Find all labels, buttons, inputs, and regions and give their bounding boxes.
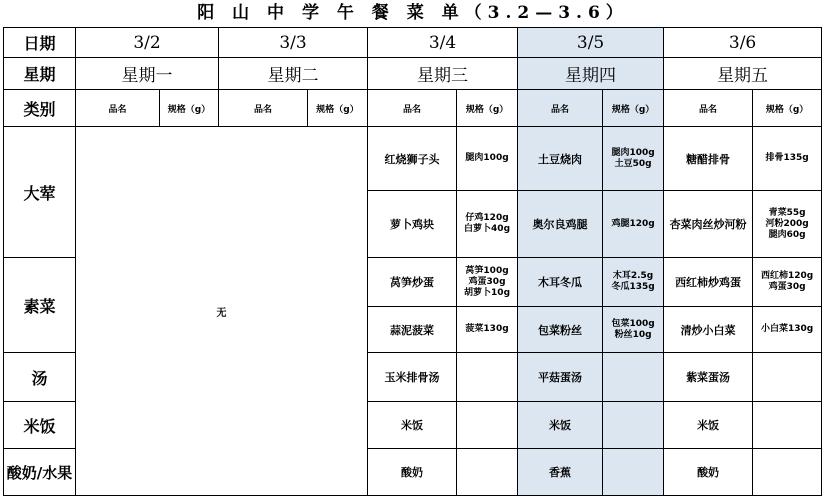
dish-name: 酸奶 — [664, 449, 753, 496]
dish-name: 玉米排骨汤 — [368, 353, 457, 402]
dish-name: 西红柿炒鸡蛋 — [664, 258, 753, 307]
dish-spec: 仔鸡120g 白萝卜40g — [457, 191, 518, 258]
date-row — [4, 28, 822, 58]
dish-name: 紫菜蛋汤 — [664, 353, 753, 402]
dish-spec: 西红柿120g 鸡蛋30g — [753, 258, 822, 307]
meat-row-1 — [4, 127, 822, 191]
spec-header: 规格（g） — [308, 90, 368, 127]
dish-spec: 包菜100g 粉丝10g — [603, 307, 664, 353]
dish-name: 红烧狮子头 — [368, 127, 457, 191]
dish-name: 萝卜鸡块 — [368, 191, 457, 258]
dish-name: 包菜粉丝 — [518, 307, 603, 353]
dish-spec: 莴笋100g 鸡蛋30g 胡萝卜10g — [457, 258, 518, 307]
dish-name: 杏菜肉丝炒河粉 — [664, 191, 753, 258]
weekday-row — [4, 58, 822, 90]
dish-name: 木耳冬瓜 — [518, 258, 603, 307]
dish-name: 米饭 — [368, 402, 457, 449]
dish-name: 土豆烧肉 — [518, 127, 603, 191]
empty-spec — [753, 449, 822, 496]
dish-name: 糖醋排骨 — [664, 127, 753, 191]
menu-title: 阳 山 中 学 午 餐 菜 单（3.2—3.6） — [197, 3, 629, 23]
dish-spec: 腿肉100g 土豆50g — [603, 127, 664, 191]
no-menu-cell: 无 — [76, 127, 368, 496]
name-header: 品名 — [368, 90, 457, 127]
soup-label: 汤 — [4, 353, 76, 402]
date-label: 日期 — [4, 28, 76, 58]
dish-name: 奥尔良鸡腿 — [518, 191, 603, 258]
date-cell: 3/5 — [518, 28, 664, 58]
date-cell: 3/3 — [219, 28, 368, 58]
weekday-cell: 星期四 — [518, 58, 664, 90]
lunch-menu-table — [3, 27, 822, 496]
spec-header: 规格（g） — [457, 90, 518, 127]
dish-spec: 木耳2.5g 冬瓜135g — [603, 258, 664, 307]
empty-spec — [457, 402, 518, 449]
spec-header: 规格（g） — [603, 90, 664, 127]
dish-name: 平菇蛋汤 — [518, 353, 603, 402]
dish-spec: 小白菜130g — [753, 307, 822, 353]
empty-spec — [753, 402, 822, 449]
dish-name: 莴笋炒蛋 — [368, 258, 457, 307]
weekday-label: 星期 — [4, 58, 76, 90]
meat-label: 大荤 — [4, 127, 76, 258]
dish-name: 蒜泥菠菜 — [368, 307, 457, 353]
dish-name: 清炒小白菜 — [664, 307, 753, 353]
weekday-cell: 星期三 — [368, 58, 518, 90]
empty-spec — [603, 402, 664, 449]
dish-spec: 排骨135g — [753, 127, 822, 191]
spec-header: 规格（g） — [753, 90, 822, 127]
dish-spec: 青菜55g 河粉200g 腿肉60g — [753, 191, 822, 258]
name-header: 品名 — [219, 90, 308, 127]
yogurt-label: 酸奶/水果 — [4, 449, 76, 496]
weekday-cell: 星期一 — [76, 58, 219, 90]
empty-spec — [603, 449, 664, 496]
empty-spec — [753, 353, 822, 402]
empty-spec — [457, 353, 518, 402]
rice-label: 米饭 — [4, 402, 76, 449]
date-cell: 3/4 — [368, 28, 518, 58]
date-cell: 3/6 — [664, 28, 822, 58]
weekday-cell: 星期五 — [664, 58, 822, 90]
dish-spec: 腿肉100g — [457, 127, 518, 191]
weekday-cell: 星期二 — [219, 58, 368, 90]
dish-name: 香蕉 — [518, 449, 603, 496]
dish-name: 米饭 — [664, 402, 753, 449]
date-cell: 3/2 — [76, 28, 219, 58]
empty-spec — [457, 449, 518, 496]
name-header: 品名 — [518, 90, 603, 127]
dish-spec: 鸡腿120g — [603, 191, 664, 258]
spec-header: 规格（g） — [160, 90, 219, 127]
dish-spec: 菠菜130g — [457, 307, 518, 353]
dish-name: 米饭 — [518, 402, 603, 449]
category-header-row — [4, 90, 822, 127]
empty-spec — [603, 353, 664, 402]
veg-label: 素菜 — [4, 258, 76, 353]
category-label: 类别 — [4, 90, 76, 127]
dish-name: 酸奶 — [368, 449, 457, 496]
name-header: 品名 — [76, 90, 160, 127]
name-header: 品名 — [664, 90, 753, 127]
